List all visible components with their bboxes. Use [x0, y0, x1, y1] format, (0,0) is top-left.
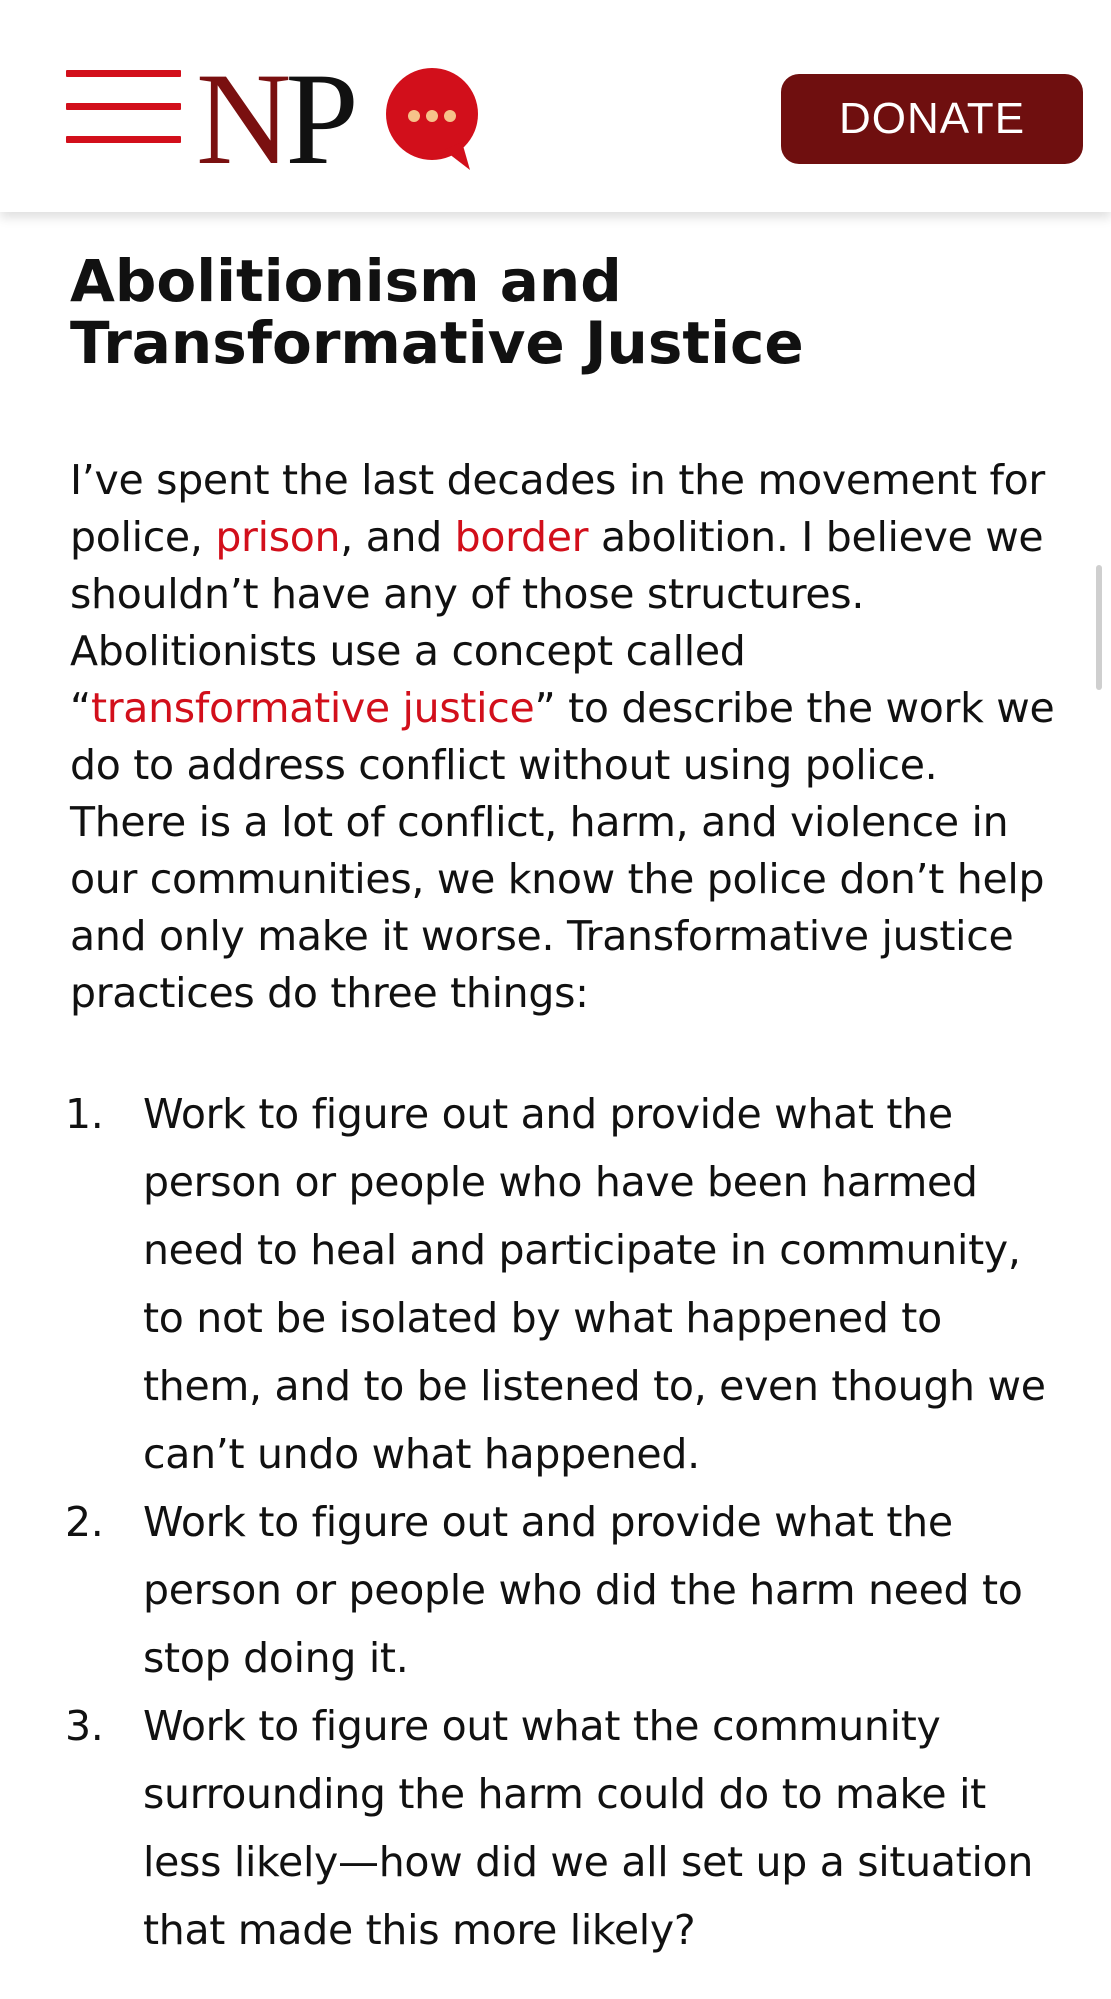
prison-link[interactable]: prison: [215, 513, 341, 561]
hamburger-menu-icon[interactable]: [66, 70, 181, 144]
list-number: 3.: [65, 1702, 104, 1750]
list-item-text: Work to figure out what the community surrounding the harm could do to make it less likely—how did we all set up a situation that made this more likely?: [143, 1702, 1034, 1954]
menu-bar: [66, 70, 181, 77]
list-item-text: Work to figure out and provide what the person or people who have been harmed need to heal and participate in community, to not be isolated by what happened to them, and to be listened to, even though we can’t undo what happened.: [143, 1090, 1046, 1478]
practices-list: [65, 1080, 1060, 1964]
chat-bubble-icon: [384, 66, 480, 174]
list-item: [65, 1692, 1060, 1964]
list-item: [65, 1488, 1060, 1692]
site-header: [0, 0, 1111, 212]
border-link[interactable]: border: [454, 513, 589, 561]
logo-letter-p: P: [285, 45, 353, 192]
list-number: 2.: [65, 1498, 104, 1546]
list-item: [65, 1080, 1060, 1488]
transformative-justice-link[interactable]: transformative justice: [90, 684, 535, 732]
list-number: 1.: [65, 1090, 104, 1138]
npq-logo[interactable]: [196, 45, 496, 192]
article-content: [65, 247, 1060, 1964]
paragraph-text: abolition. I believe we shouldn’t have any of those structures. Abolitionists use a concept called “: [70, 513, 1044, 732]
intro-paragraph: [70, 452, 1060, 1022]
list-item-text: Work to figure out and provide what the person or people who did the harm need to stop doing it.: [143, 1498, 1023, 1682]
logo-letters: [196, 45, 353, 192]
menu-bar: [66, 103, 181, 110]
paragraph-text: I’ve spent the last decades in the movement for police,: [70, 456, 1045, 561]
paragraph-text: , and: [340, 513, 455, 561]
menu-bar: [66, 136, 181, 143]
scrollbar[interactable]: [1096, 565, 1102, 690]
paragraph-text: ” to describe the work we do to address conflict without using police. There is a lot of conflict, harm, and violence in our communities, we know the police don’t help and only make it worse. Transformative justice practices do three things:: [70, 684, 1055, 1017]
section-heading: Abolitionism and Transformative Justice: [70, 247, 804, 377]
logo-letter-n: N: [196, 45, 286, 192]
donate-button[interactable]: DONATE: [781, 74, 1083, 164]
